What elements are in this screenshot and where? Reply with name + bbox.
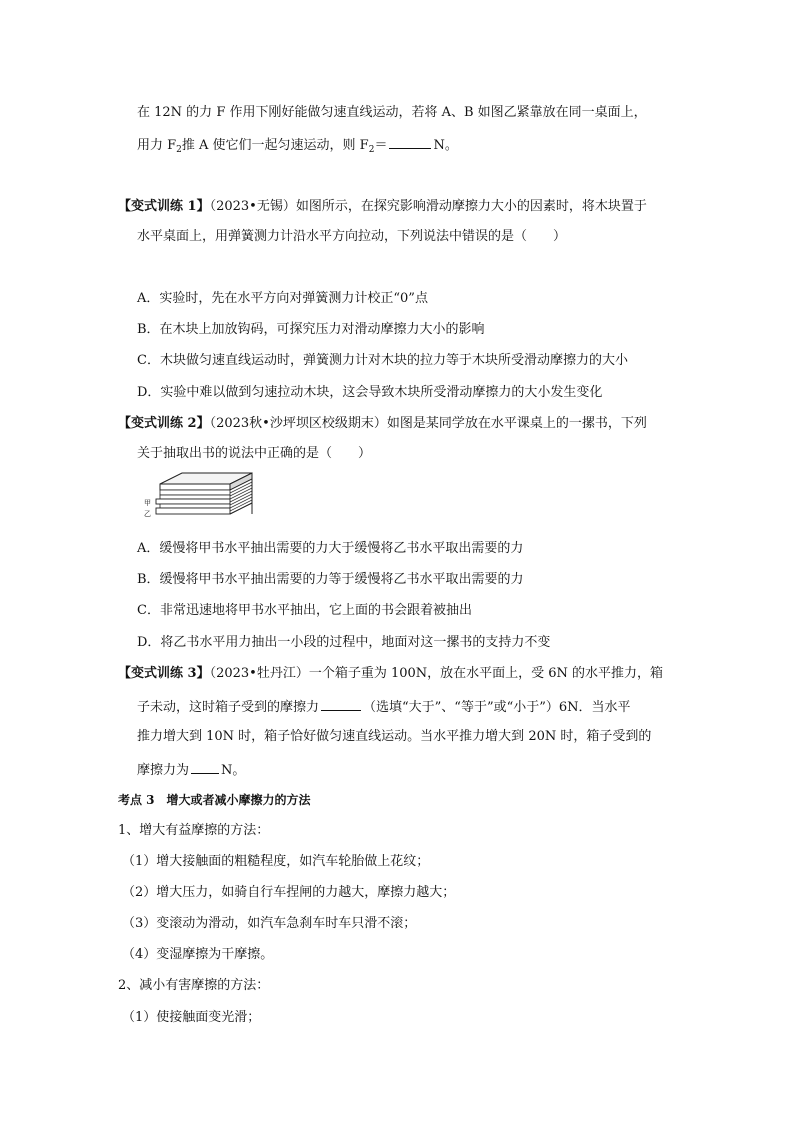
question-1-option-d[interactable]: D．实验中难以做到匀速拉动木块，这会导致木块所受滑动摩擦力的大小发生变化 [137,385,603,400]
question-1-option-c[interactable]: C．木块做匀速直线运动时，弹簧测力计对木块的拉力等于木块所受滑动摩擦力的大小 [137,353,628,368]
intro-text: 用力 F [137,138,177,153]
question-2-stem-line-2: 关于抽取出书的说法中正确的是（ ） [137,446,372,461]
section-heading: 考点 3 增大或者减小摩擦力的方法 [118,793,311,807]
section-subheading-1: 1、增大有益摩擦的方法： [118,823,270,838]
question-stem: 摩擦力为 [137,763,190,778]
intro-text: ＝ [374,138,388,153]
question-1-option-b[interactable]: B．在木块上加放钩码，可探究压力对滑动摩擦力大小的影响 [137,322,485,337]
question-3-stem-line-3: 推力增大到 10N 时，箱子恰好做匀速直线运动。当水平推力增大到 20N 时，箱子受到的 [137,729,652,744]
answer-blank[interactable] [389,135,431,149]
question-stem: N。 [221,763,246,778]
intro-text: 推 A 使它们一起匀速运动，则 F [181,138,369,153]
question-2-option-b[interactable]: B．缓慢将甲书水平抽出需要的力等于缓慢将乙书水平取出需要的力 [137,572,524,587]
question-stem: （选填“大于”、“等于”或“小于”）6N．当水平 [363,700,631,715]
intro-text: N。 [433,138,458,153]
list-item: （2）增大压力，如骑自行车捏闸的力越大，摩擦力越大； [122,885,456,900]
question-tag: 【变式训练 1】 [118,199,210,214]
list-item: （1）增大接触面的粗糙程度，如汽车轮胎做上花纹； [122,854,430,869]
question-3-stem-line-4 [137,760,245,780]
question-stem: （2023•无锡）如图所示，在探究影响滑动摩擦力大小的因素时，将木块置于 [209,199,647,214]
question-2-option-d[interactable]: D．将乙书水平用力抽出一小段的过程中，地面对这一摞书的支持力不变 [137,635,551,650]
question-tag: 【变式训练 2】 [118,416,210,431]
question-2-option-a[interactable]: A．缓慢将甲书水平抽出需要的力大于缓慢将乙书水平取出需要的力 [137,541,524,556]
list-item: （3）变滚动为滑动，如汽车急刹车时车只滑不滚； [122,916,417,931]
section-subheading-2: 2、减小有害摩擦的方法： [118,978,270,993]
question-stem: （2023•牡丹江）一个箱子重为 100N，放在水平面上，受 6N 的水平推力，箱 [209,666,664,681]
question-stem: （2023秋•沙坪坝区校级期末）如图是某同学放在水平课桌上的一摞书，下列 [209,416,647,431]
question-1-stem-line-2: 水平桌面上，用弹簧测力计沿水平方向拉动，下列说法中错误的是（ ） [137,229,567,244]
answer-blank[interactable] [321,697,361,711]
book-stack-figure [142,470,254,530]
intro-line-2 [137,135,458,155]
answer-blank[interactable] [191,760,219,774]
subscript: 2 [368,145,375,155]
question-3-stem-line-2 [137,697,631,717]
question-2-option-c[interactable]: C．非常迅速地将甲书水平抽出，它上面的书会跟着被抽出 [137,603,472,618]
figure-label-yi: 乙 [144,510,151,518]
list-item: （4）变湿摩擦为干摩擦。 [122,947,274,962]
question-stem: 子未动，这时箱子受到的摩擦力 [137,700,320,715]
intro-line-1: 在 12N 的力 F 作用下刚好能做匀速直线运动，若将 A、B 如图乙紧靠放在同一桌面上， [137,105,647,120]
question-2-stem-line-1 [118,415,647,433]
figure-label-jia: 甲 [144,499,151,507]
question-3-stem-line-1 [118,665,663,683]
question-1-stem-line-1 [118,198,647,216]
subscript: 2 [176,145,182,155]
question-tag: 【变式训练 3】 [118,666,210,681]
list-item: （1）使接触面变光滑； [122,1010,261,1025]
question-1-option-a[interactable]: A．实验时，先在水平方向对弹簧测力计校正“0”点 [137,291,428,306]
